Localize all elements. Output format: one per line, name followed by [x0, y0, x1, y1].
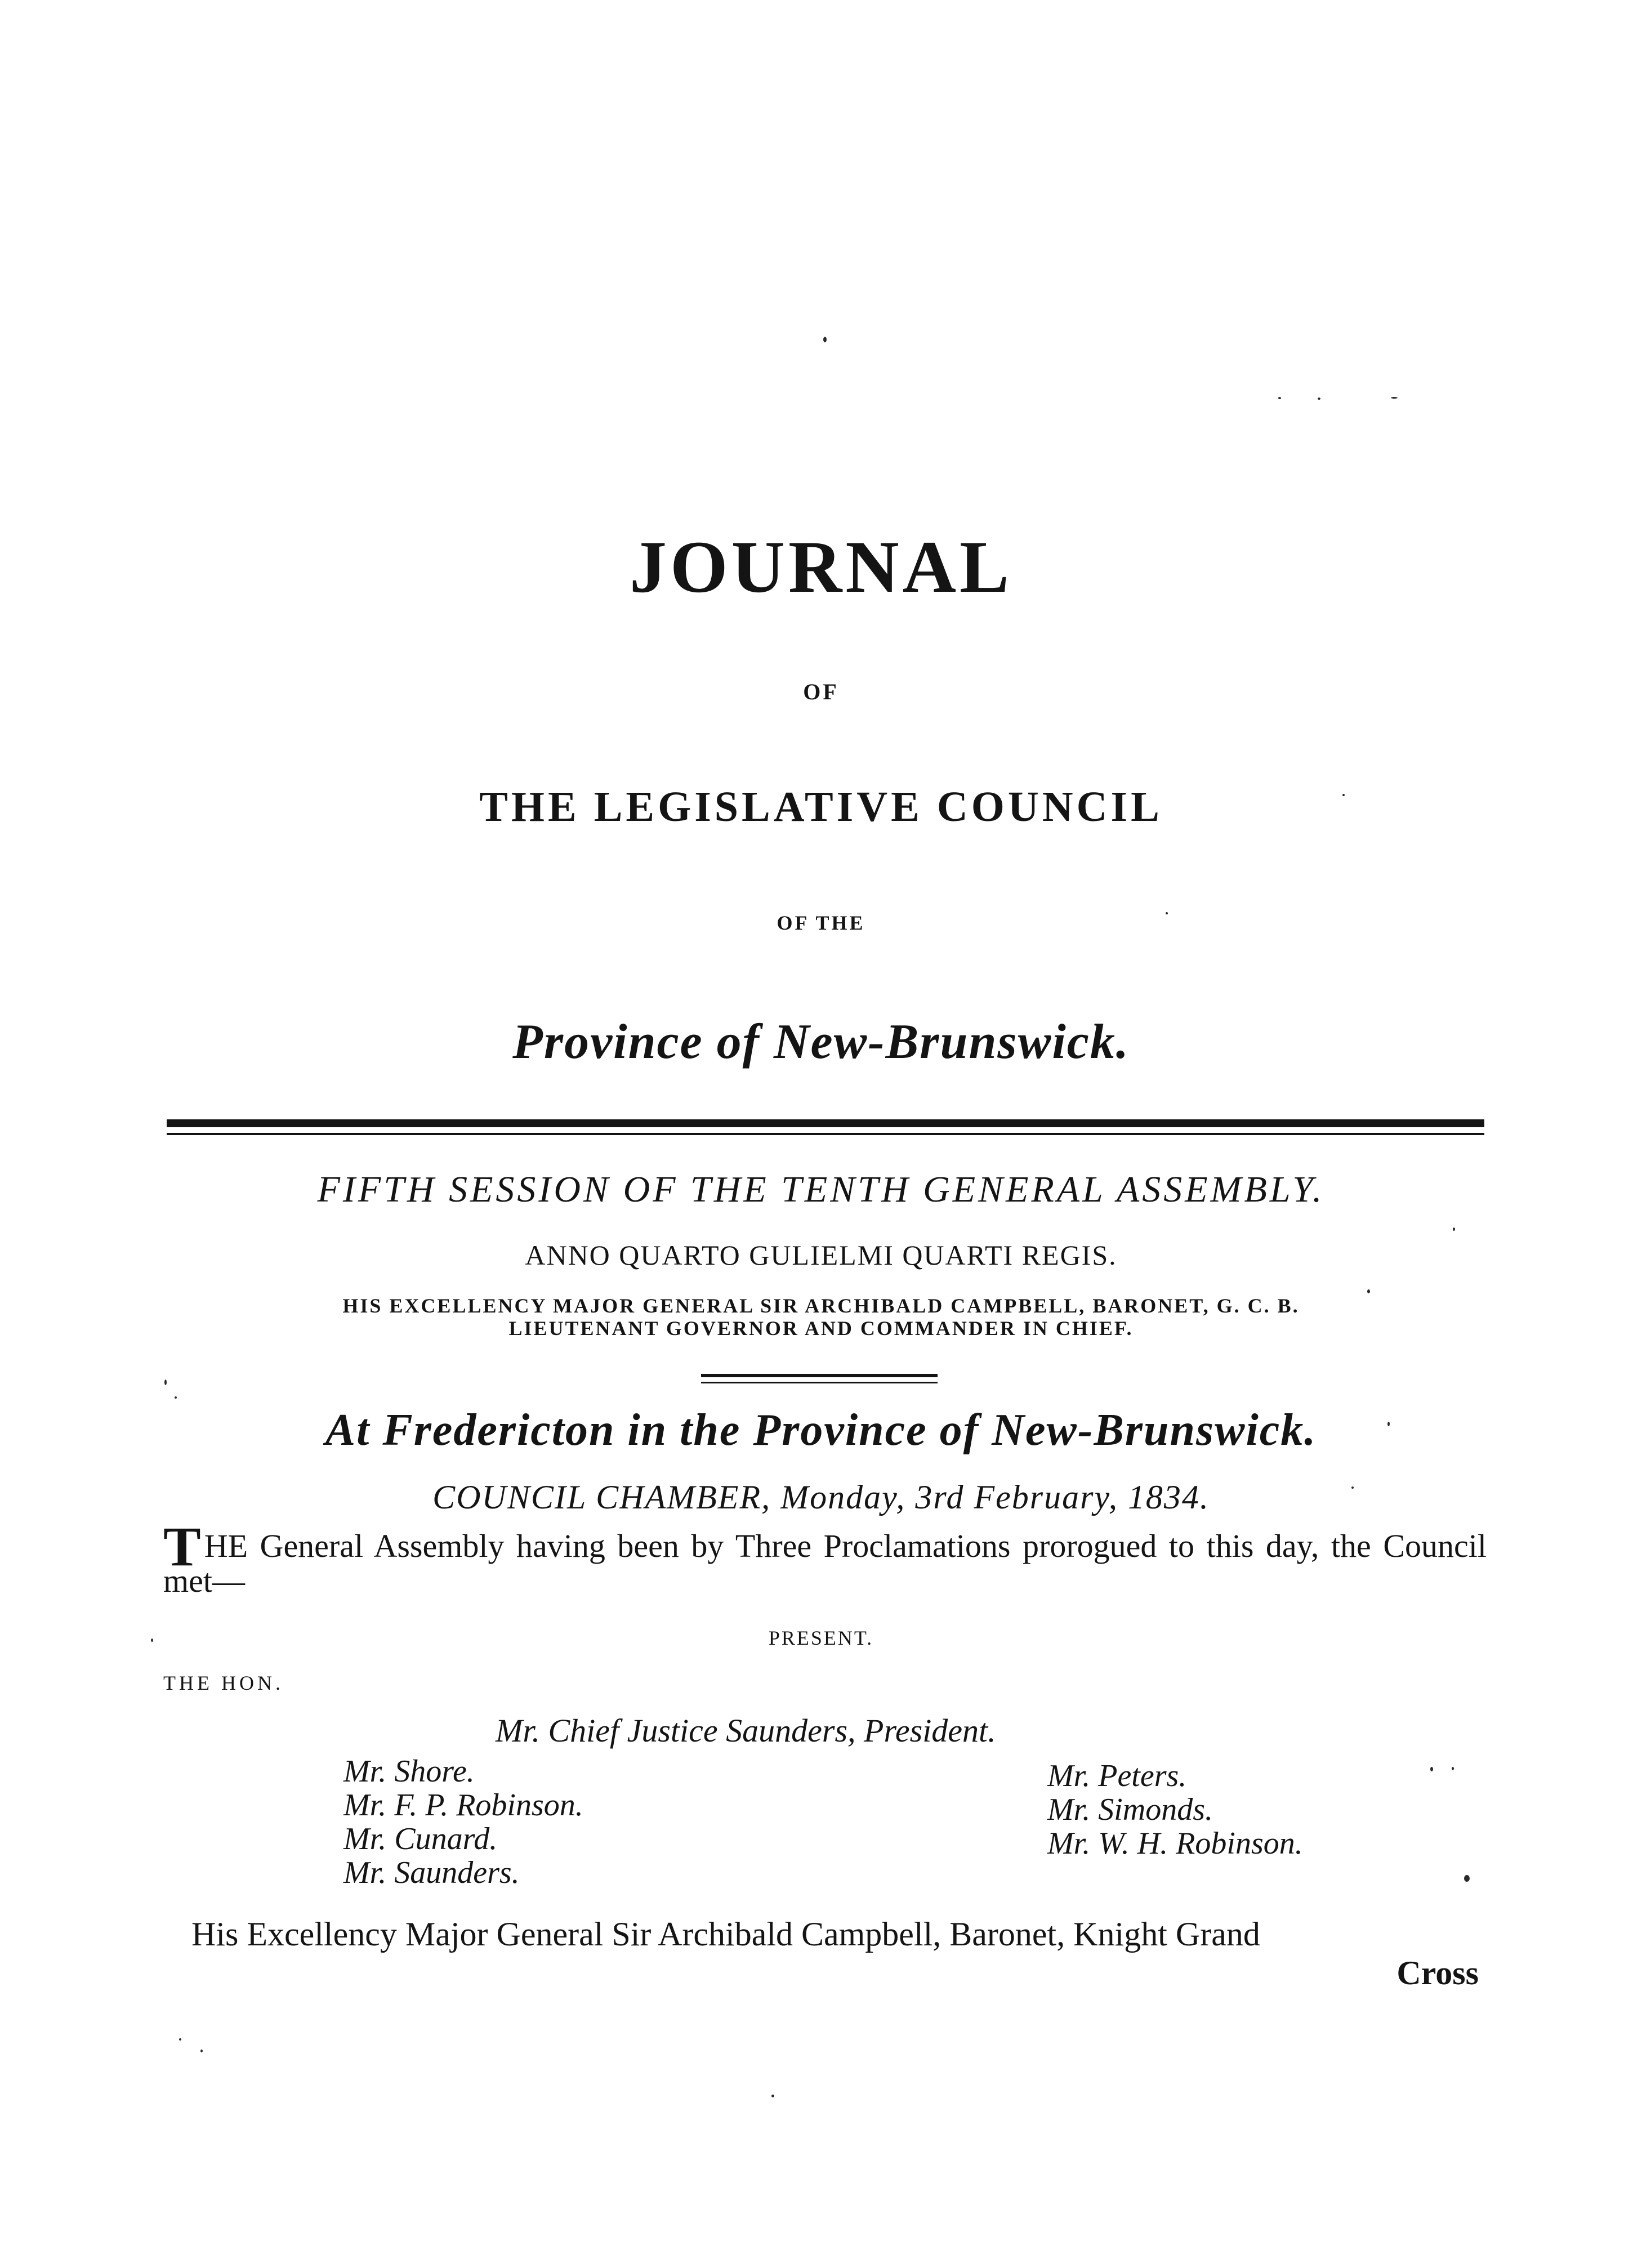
- present-label: PRESENT.: [768, 1627, 874, 1649]
- scan-speck: [179, 2038, 181, 2041]
- member-right-1: Mr. Peters.: [1047, 1758, 1187, 1793]
- scan-speck: [175, 1396, 177, 1399]
- anno-line: ANNO QUARTO GULIELMI QUARTI REGIS.: [525, 1239, 1117, 1271]
- scan-speck: [151, 1639, 153, 1642]
- chamber-dateline: COUNCIL CHAMBER, Monday, 3rd February, 1834.: [432, 1479, 1210, 1516]
- member-left-1: Mr. Shore.: [343, 1754, 475, 1789]
- scan-speck: [200, 2050, 203, 2052]
- scan-speck: [1452, 1767, 1454, 1770]
- member-right-2: Mr. Simonds.: [1047, 1792, 1213, 1827]
- scan-speck: [1351, 1486, 1354, 1489]
- excellency-line-2: LIEUTENANT GOVERNOR AND COMMANDER IN CHIEF.: [508, 1317, 1134, 1340]
- heading-rule-thick: [167, 1119, 1484, 1127]
- province-title: Province of New-Brunswick.: [512, 1015, 1130, 1069]
- council-title: THE LEGISLATIVE COUNCIL: [479, 783, 1163, 831]
- president-line: Mr. Chief Justice Saunders, President.: [496, 1712, 996, 1749]
- opening-text: HE General Assembly having been by Three Proclamations prorogued to this day, the Council met—: [163, 1528, 1487, 1599]
- member-right-3: Mr. W. H. Robinson.: [1047, 1826, 1303, 1861]
- scan-speck: [771, 2095, 774, 2097]
- scan-speck: [1464, 1875, 1470, 1882]
- scan-speck: [1367, 1289, 1370, 1293]
- scan-speck: [1430, 1767, 1433, 1771]
- session-title: FIFTH SESSION OF THE TENTH GENERAL ASSEMBLY.: [317, 1169, 1325, 1210]
- heading-rule-thin: [167, 1133, 1484, 1135]
- member-left-3: Mr. Cunard.: [343, 1821, 498, 1856]
- scan-speck: [1453, 1227, 1455, 1231]
- scan-speck: [1391, 397, 1398, 399]
- scan-speck: [164, 1379, 167, 1385]
- excellency-continuation: Cross: [1396, 1954, 1479, 1992]
- member-left-2: Mr. F. P. Robinson.: [343, 1788, 583, 1823]
- member-left-4: Mr. Saunders.: [343, 1855, 520, 1890]
- scan-speck: [1318, 398, 1320, 400]
- drop-cap: T: [163, 1515, 201, 1578]
- scan-speck: [1278, 397, 1281, 399]
- the-hon-label: THE HON.: [163, 1672, 284, 1694]
- section-rule-a: [701, 1374, 938, 1377]
- scan-speck: [1342, 794, 1345, 796]
- scan-speck: [823, 337, 827, 342]
- scan-speck: [1387, 1422, 1390, 1426]
- journal-title: JOURNAL: [629, 525, 1013, 608]
- excellency-paragraph: His Excellency Major General Sir Archibald Campbell, Baronet, Knight Grand: [191, 1916, 1260, 1953]
- section-rule-b: [701, 1382, 938, 1383]
- excellency-line-1: HIS EXCELLENCY MAJOR GENERAL SIR ARCHIBALD CAMPBELL, BARONET, G. C. B.: [342, 1294, 1300, 1317]
- of-label: OF: [803, 679, 839, 704]
- place-heading: At Fredericton in the Province of New-Brunswick.: [325, 1405, 1317, 1455]
- scan-speck: [1166, 912, 1168, 914]
- of-the-label: OF THE: [777, 912, 865, 934]
- opening-paragraph: [163, 1515, 1487, 1599]
